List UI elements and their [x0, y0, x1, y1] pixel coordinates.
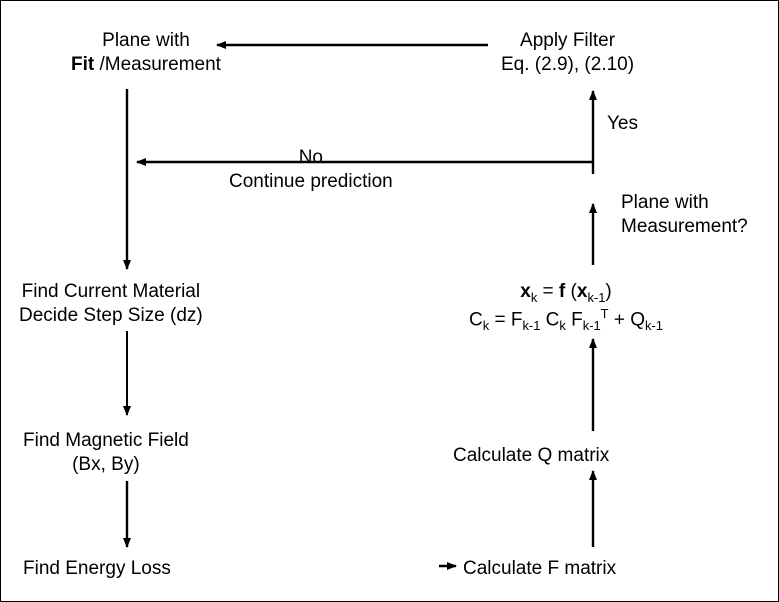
node-line-2: Measurement?: [621, 216, 748, 238]
node-find-magnetic-field: [23, 429, 189, 478]
node-line-1: Yes: [607, 113, 638, 134]
node-line-2-rest: /Measurement: [94, 54, 221, 76]
node-no-continue-prediction: [229, 146, 393, 195]
symbol-x-k: x: [520, 281, 531, 302]
node-line-1: No: [298, 147, 323, 168]
node-line-1: Find Energy Loss: [23, 558, 171, 579]
node-line-2: [71, 53, 221, 77]
node-line-1: Plane with: [102, 30, 190, 51]
node-line-2: Decide Step Size (dz): [19, 305, 203, 327]
node-plane-with-measurement: [621, 191, 748, 240]
symbol-f: f: [558, 281, 566, 302]
node-line-1: Plane with: [621, 192, 709, 213]
node-apply-filter: [501, 29, 634, 78]
node-line-2: Continue prediction: [229, 171, 393, 193]
node-state-equation-x: [469, 280, 663, 306]
node-line-1: Calculate Q matrix: [453, 445, 610, 466]
node-line-1: Find Current Material: [21, 281, 201, 302]
node-find-current-material: [19, 280, 203, 329]
node-calculate-q-matrix: [453, 444, 609, 468]
close-paren: ): [605, 281, 612, 302]
node-line-1: Apply Filter: [520, 30, 616, 51]
node-line-1: Find Magnetic Field: [23, 430, 189, 451]
subscript-k: k: [530, 289, 538, 305]
node-calculate-f-matrix: [463, 557, 616, 581]
node-covariance-equation: $C_k = F_{k-1}$ $C_k$ $F_{k-1}^T + Q_{k-1}$: [469, 306, 663, 334]
node-state-equations: [469, 280, 663, 335]
node-find-energy-loss: [23, 557, 171, 581]
node-plane-fit-measurement: [71, 29, 221, 78]
node-line-2: (Bx, By): [72, 454, 140, 476]
subscript-k-minus-1: k-1: [587, 289, 606, 305]
symbol-x-km1: x: [576, 281, 588, 302]
node-line-2: Eq. (2.9), (2.10): [501, 54, 635, 76]
open-paren: (: [565, 281, 577, 302]
node-line-1: Calculate F matrix: [463, 558, 617, 579]
equals-sign: =: [537, 281, 559, 302]
node-line-2-bold: Fit: [71, 54, 95, 76]
node-yes-label: [607, 112, 638, 136]
